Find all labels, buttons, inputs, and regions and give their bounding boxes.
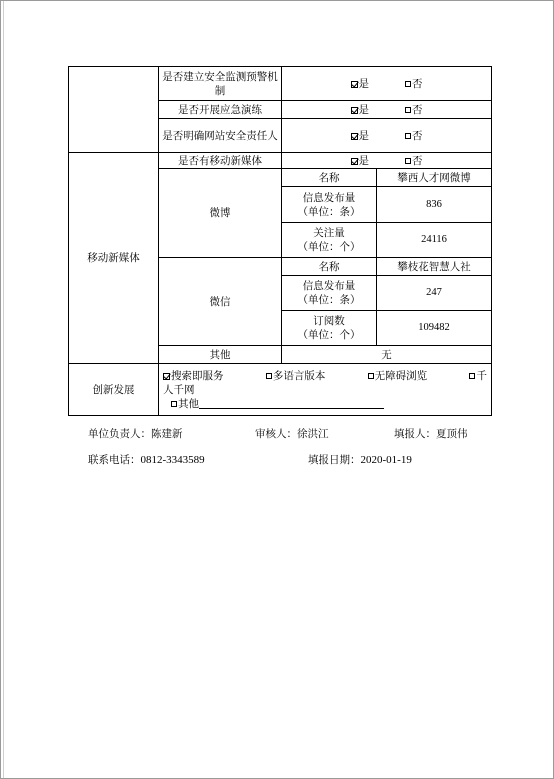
blank-cell — [69, 67, 159, 153]
weibo-label: 微博 — [159, 169, 282, 258]
filler: 填报人：夏顶伟 — [394, 428, 468, 440]
checked-box-icon[interactable] — [163, 373, 170, 380]
weibo-followers-value: 24116 — [377, 223, 492, 258]
checkbox-icon[interactable] — [405, 133, 411, 139]
media-other-value: 无 — [282, 346, 492, 364]
wechat-name-label: 名称 — [282, 258, 377, 276]
innovation-options — [159, 364, 492, 416]
wechat-subs-value: 109482 — [377, 311, 492, 346]
checked-box-icon[interactable] — [351, 133, 358, 140]
unit-head: 单位负责人：陈建新 — [88, 428, 183, 440]
security-label-responsible: 是否明确网站安全责任人 — [159, 119, 282, 153]
wechat-posts-label: 信息发布量 （单位：条） — [282, 276, 377, 311]
report-table — [68, 66, 492, 416]
weibo-name-label: 名称 — [282, 169, 377, 187]
weibo-name-value: 攀西人才网微博 — [377, 169, 492, 187]
wechat-subs-label: 订阅数 （单位：个） — [282, 311, 377, 346]
reviewer: 审核人：徐洪江 — [255, 428, 329, 440]
media-section-label: 移动新媒体 — [69, 153, 159, 364]
contact-phone: 联系电话：0812-3343589 — [88, 454, 205, 466]
security-answer-drill: 是 否 — [282, 101, 492, 119]
option-wrap-text: 人千网 — [163, 383, 195, 396]
checked-box-icon[interactable] — [351, 107, 358, 114]
security-answer-responsible: 是 否 — [282, 119, 492, 153]
checkbox-icon[interactable] — [266, 373, 272, 379]
option-search-service[interactable]: 搜索即服务 — [163, 369, 224, 383]
checkbox-icon[interactable] — [171, 401, 177, 407]
security-label-monitoring: 是否建立安全监测预警机制 — [159, 67, 282, 101]
fill-date: 填报日期：2020-01-19 — [308, 454, 412, 466]
other-fill-line[interactable] — [199, 397, 384, 409]
checkbox-icon[interactable] — [469, 373, 475, 379]
has-media-answer: 是 否 — [282, 153, 492, 169]
page-edge-line — [3, 1, 4, 778]
checked-box-icon[interactable] — [351, 158, 358, 165]
security-answer-monitoring: 是 否 — [282, 67, 492, 101]
checkbox-icon[interactable] — [368, 373, 374, 379]
has-media-label: 是否有移动新媒体 — [159, 153, 282, 169]
wechat-name-value: 攀枝花智慧人社 — [377, 258, 492, 276]
security-label-drill: 是否开展应急演练 — [159, 101, 282, 119]
weibo-followers-label: 关注量 （单位：个） — [282, 223, 377, 258]
wechat-posts-value: 247 — [377, 276, 492, 311]
media-other-label: 其他 — [159, 346, 282, 364]
wechat-label: 微信 — [159, 258, 282, 346]
option-other[interactable]: 其他 — [171, 397, 199, 411]
option-qianrenqianwang[interactable]: 千 — [469, 369, 487, 383]
table-row — [69, 67, 492, 101]
weibo-posts-label: 信息发布量 （单位：条） — [282, 187, 377, 223]
option-accessibility[interactable]: 无障碍浏览 — [368, 369, 428, 383]
checkbox-icon[interactable] — [405, 81, 411, 87]
checked-box-icon[interactable] — [351, 81, 358, 88]
checkbox-icon[interactable] — [405, 107, 411, 113]
weibo-posts-value: 836 — [377, 187, 492, 223]
checkbox-icon[interactable] — [405, 158, 411, 164]
table-row — [69, 153, 492, 169]
table-row — [69, 364, 492, 416]
innovation-section-label: 创新发展 — [69, 364, 159, 416]
option-multilingual[interactable]: 多语言版本 — [266, 369, 326, 383]
